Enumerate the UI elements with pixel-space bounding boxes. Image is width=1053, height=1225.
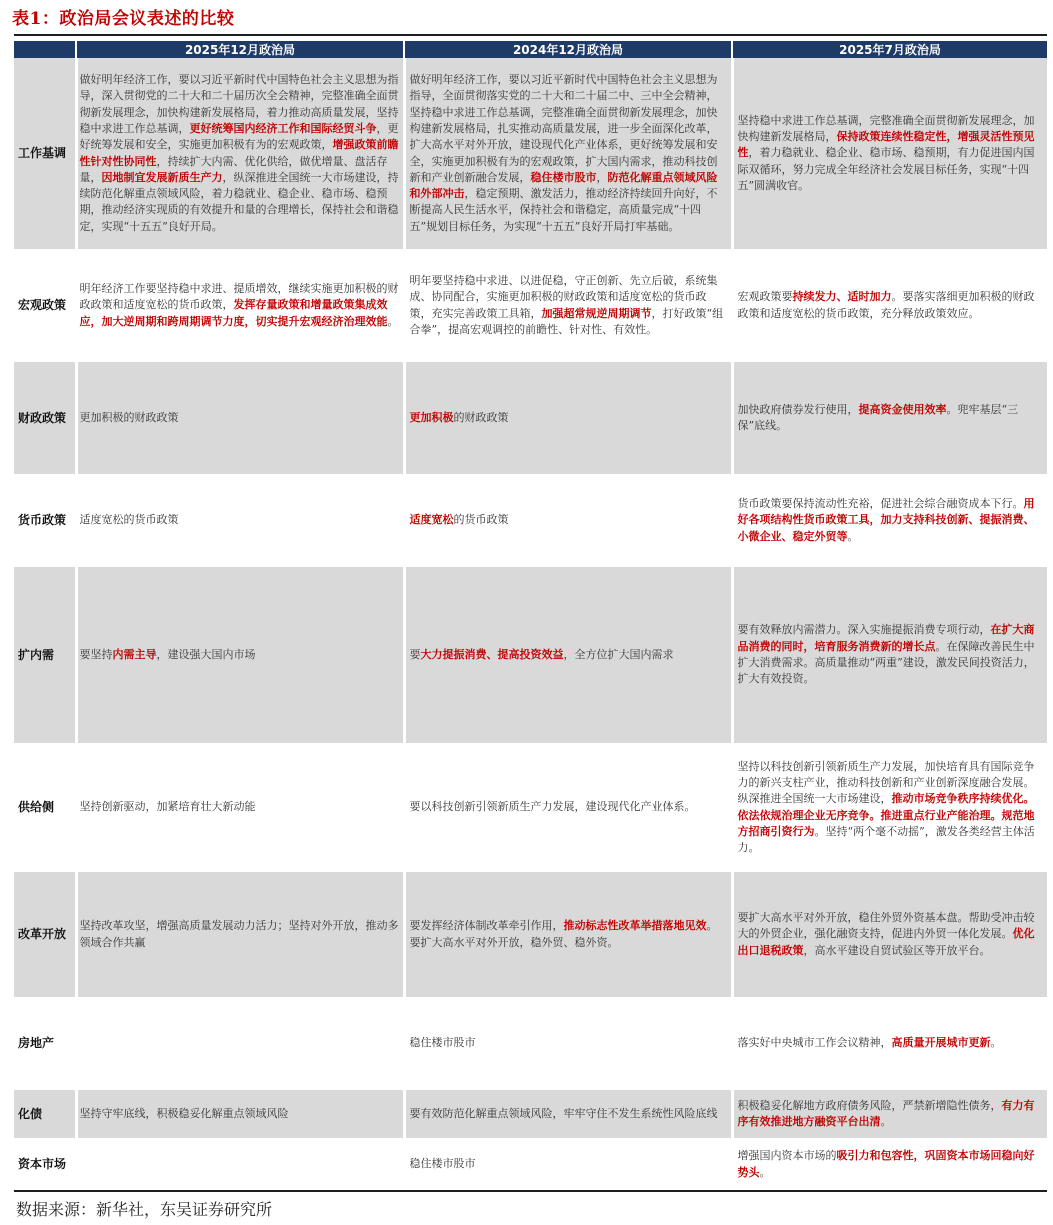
cell-text: ，打好政策“组合拳”，提高宏观调控的前瞻性、针对性、有效性。 — [409, 306, 724, 336]
cell-text: 要有效释放内需潜力。深入实施提振消费专项行动， — [737, 623, 991, 637]
comparison-table — [14, 41, 1047, 1191]
cell-text: 做好明年经济工作，要以习近平新时代中国特色社会主义思想为指导，全面贯彻落实党的二十大和二十届二中、三中全会精神，坚持稳中求进工作总基调，完整准确全面贯彻新发展理念，加快构建新发展格局，扎实推动高质量发展，进一步全面深化改革，扩大高水平对外开放，建设现代化产业体系，更好统筹发展和安全，实施更加积极有为的宏观政策，扩大国内需求，推动科技创新和产业创新融合发展， — [409, 73, 718, 184]
cell-text: ，高水平建设自贸试验区等开放平台。 — [803, 943, 991, 957]
cell-col1 — [76, 474, 404, 567]
cell-col3 — [732, 249, 1047, 362]
highlighted-text: 稳住楼市股市 — [530, 170, 597, 184]
cell-col1 — [76, 58, 404, 249]
header-cell-label — [14, 41, 76, 58]
cell-text: 坚持稳中求进工作总基调，完整准确全面贯彻新发展理念，加快构建新发展格局， — [737, 113, 1035, 144]
cell-col2 — [404, 1138, 732, 1191]
cell-text: 落实好中央城市工作会议精神， — [737, 1036, 892, 1050]
row-label: 工作基调 — [14, 58, 76, 249]
row-label: 房地产 — [14, 997, 76, 1090]
cell-col2 — [404, 474, 732, 567]
top-rule — [14, 34, 1047, 36]
cell-col1 — [76, 1138, 404, 1191]
cell-col3 — [732, 1138, 1047, 1191]
cell-col1 — [76, 743, 404, 872]
cell-text: 。兜牢基层“三保”底线。 — [737, 402, 1019, 432]
cell-text: 坚持改革攻坚，增强高质量发展动力活力；坚持对外开放，推动多领域合作共赢 — [79, 919, 399, 949]
highlighted-text: 高质量开展城市更新 — [891, 1036, 991, 1050]
cell-text: 坚持守牢底线，积极稳妥化解重点领域风险 — [79, 1106, 289, 1120]
bottom-rule — [14, 1190, 1047, 1192]
highlighted-text: 更好统筹国内经济工作和国际经贸斗争 — [189, 121, 377, 135]
cell-text: ，建设强大国内市场 — [156, 647, 256, 661]
cell-col2 — [404, 567, 732, 743]
highlighted-text: 适度宽松 — [409, 513, 454, 527]
cell-text: 。 — [759, 1165, 771, 1179]
highlighted-text: 发挥存量政策和增量政策集成效应，加大逆周期和跨周期调节力度，切实提升宏观经济治理效能 — [79, 298, 388, 328]
highlighted-text: 在扩大商品消费的同时，培育服务消费新的增长点 — [737, 623, 1035, 653]
cell-text: 要以科技创新引领新质生产力发展，建设现代化产业体系。 — [409, 800, 696, 814]
cell-text: 。 — [990, 1036, 1002, 1050]
cell-col1 — [76, 249, 404, 362]
row-label: 化债 — [14, 1090, 76, 1138]
cell-col2 — [404, 362, 732, 474]
highlighted-text: 持续发力、适时加力 — [792, 290, 892, 304]
row-label: 宏观政策 — [14, 249, 76, 362]
highlighted-text: 用好各项结构性货币政策工具，加力支持科技创新、提振消费、小微企业、稳定外贸等 — [737, 497, 1035, 543]
cell-col3 — [732, 743, 1047, 872]
row-label: 扩内需 — [14, 567, 76, 743]
cell-text: 明年要坚持稳中求进、以进促稳，守正创新、先立后破，系统集成、协同配合，实施更加积极的财政政策和适度宽松的货币政策，充实完善政策工具箱， — [409, 273, 718, 320]
cell-text: 。 — [847, 529, 859, 543]
cell-col1 — [76, 872, 404, 997]
cell-col2 — [404, 997, 732, 1090]
cell-text: 货币政策要保持流动性充裕，促进社会综合融资成本下行。 — [737, 497, 1024, 511]
table-row — [14, 362, 1047, 474]
highlighted-text: 有力有序有效推进地方融资平台出清 — [737, 1098, 1035, 1128]
cell-text: 要发挥经济体制改革牵引作用， — [409, 919, 564, 933]
table-row — [14, 1138, 1047, 1191]
cell-text: 。 — [387, 314, 399, 328]
cell-text: 要扩大高水平对外开放，稳住外贸外资基本盘。帮助受冲击较大的外贸企业，强化融资支持，促进内外贸一体化发展。 — [737, 911, 1035, 941]
cell-text: 更加积极的财政政策 — [79, 410, 179, 424]
row-label: 供给侧 — [14, 743, 76, 872]
cell-col1 — [76, 362, 404, 474]
highlighted-text: 内需主导 — [112, 647, 157, 661]
table-row — [14, 1090, 1047, 1138]
highlighted-text: 增强政策前瞻性针对性协同性 — [79, 138, 399, 168]
cell-text: ，更好统筹发展和安全，实施更加积极有为的宏观政策， — [79, 121, 399, 152]
row-label: 货币政策 — [14, 474, 76, 567]
cell-col1 — [76, 1090, 404, 1138]
row-label: 改革开放 — [14, 872, 76, 997]
source-note: 数据来源：新华社，东吴证券研究所 — [16, 1200, 273, 1219]
table-title: 表1：政治局会议表述的比较 — [12, 9, 235, 29]
table-row — [14, 58, 1047, 249]
cell-text: ，着力稳就业、稳企业、稳市场、稳预期，有力促进国内国际双循环，努力完成全年经济社会发展目标任务，实现“十四五”圆满收官。 — [737, 146, 1035, 192]
header-cell-col3: 2025年7月政治局 — [732, 41, 1047, 58]
highlighted-text: 因地制宜发展新质生产力 — [101, 170, 223, 184]
header-cell-col2: 2024年12月政治局 — [404, 41, 732, 58]
cell-col2 — [404, 58, 732, 249]
cell-col1 — [76, 997, 404, 1090]
highlighted-text: 加强超常规逆周期调节 — [541, 306, 652, 320]
row-label: 财政政策 — [14, 362, 76, 474]
row-label: 资本市场 — [14, 1138, 76, 1191]
cell-col1 — [76, 567, 404, 743]
cell-col3 — [732, 474, 1047, 567]
cell-text: 稳住楼市股市 — [409, 1157, 476, 1171]
cell-text: ，全方位扩大国内需求 — [563, 647, 674, 661]
table-header-row — [14, 41, 1047, 58]
cell-text: 坚持创新驱动，加紧培育壮大新动能 — [79, 800, 256, 814]
cell-text: ，纵深推进全国统一大市场建设，持续防范化解重点领域风险，着力稳就业、稳企业、稳市场、稳预期，推动经济实现质的有效提升和量的合理增长，保持社会和谐稳定，实现“十五五”良好开局。 — [79, 170, 399, 233]
cell-text: 积极稳妥化解地方政府债务风险，严禁新增隐性债务， — [737, 1098, 1002, 1112]
cell-text: 明年经济工作要坚持稳中求进、提质增效，继续实施更加积极的财政政策和适度宽松的货币政策， — [79, 282, 399, 312]
cell-text: 要有效防范化解重点领域风险，牢牢守住不发生系统性风险底线 — [409, 1106, 718, 1120]
cell-text: 做好明年经济工作，要以习近平新时代中国特色社会主义思想为指导，深入贯彻党的二十大和二十届历次全会精神，完整准确全面贯彻新发展理念，加快构建新发展格局，着力推动高质量发展，坚持稳中求进工作总基调， — [79, 73, 399, 135]
cell-col2 — [404, 1090, 732, 1138]
cell-text: 。坚持“两个毫不动摇”，激发各类经营主体活力。 — [737, 824, 1035, 855]
table-row — [14, 872, 1047, 997]
cell-col3 — [732, 872, 1047, 997]
cell-text: 要坚持 — [79, 647, 113, 661]
highlighted-text: 优化出口退税政策 — [737, 927, 1035, 957]
cell-text: ， — [596, 170, 608, 184]
table-row — [14, 474, 1047, 567]
cell-col3 — [732, 997, 1047, 1090]
table-row — [14, 743, 1047, 872]
cell-text: 加快政府债券发行使用， — [737, 402, 859, 416]
cell-text: 宏观政策要 — [737, 290, 793, 304]
cell-text: 的货币政策 — [453, 513, 509, 527]
cell-text: ，持续扩大内需、优化供给，做优增量、盘活存量， — [79, 154, 388, 184]
cell-col2 — [404, 249, 732, 362]
header-cell-col1: 2025年12月政治局 — [76, 41, 404, 58]
highlighted-text: 吸引力和包容性，巩固资本市场回稳向好势头 — [737, 1149, 1035, 1179]
cell-text: 要 — [409, 647, 421, 661]
highlighted-text: 保持政策连续性稳定性，增强灵活性预见性 — [737, 130, 1035, 160]
table-row — [14, 997, 1047, 1090]
cell-col3 — [732, 1090, 1047, 1138]
highlighted-text: 防范化解重点领域风险和外部冲击 — [409, 170, 718, 201]
highlighted-text: 大力提振消费、提高投资效益 — [420, 647, 564, 661]
cell-text: 坚持以科技创新引领新质生产力发展，加快培育具有国际竞争力的新兴支柱产业，推动科技创新和产业创新深度融合发展。纵深推进全国统一大市场建设， — [737, 759, 1035, 806]
highlighted-text: 提高资金使用效率 — [858, 402, 947, 416]
cell-text: ，稳定预期、激发活力，推动经济持续回升向好，不断提高人民生活水平，保持社会和谐稳定，高质量完成“十四五”规划目标任务，为实现“十五五”良好开局打牢基础。 — [409, 187, 718, 233]
cell-col3 — [732, 567, 1047, 743]
cell-col2 — [404, 743, 732, 872]
table-row — [14, 249, 1047, 362]
highlighted-text: 推动市场竞争秩序持续优化。依法依规治理企业无序竞争。推进重点行业产能治理。规范地方招商引资行为 — [737, 792, 1035, 838]
cell-text: 。要扩大高水平对外开放，稳外贸、稳外资。 — [409, 919, 718, 949]
cell-text: 。 — [880, 1115, 892, 1128]
cell-text: 。要落实落细更加积极的财政政策和适度宽松的货币政策，充分释放政策效应。 — [737, 290, 1035, 320]
cell-text: 的财政政策 — [453, 410, 509, 424]
cell-col3 — [732, 362, 1047, 474]
cell-col2 — [404, 872, 732, 997]
cell-text: 。在保障改善民生中扩大消费需求。高质量推动“两重”建设，激发民间投资活力，扩大有效投资。 — [737, 639, 1035, 686]
highlighted-text: 更加积极 — [409, 410, 454, 424]
cell-col3 — [732, 58, 1047, 249]
cell-text: 增强国内资本市场的 — [737, 1149, 837, 1163]
highlighted-text: 推动标志性改革举措落地见效 — [563, 919, 707, 933]
table-row — [14, 567, 1047, 743]
cell-text: 适度宽松的货币政策 — [79, 513, 179, 527]
cell-text: 稳住楼市股市 — [409, 1036, 476, 1050]
